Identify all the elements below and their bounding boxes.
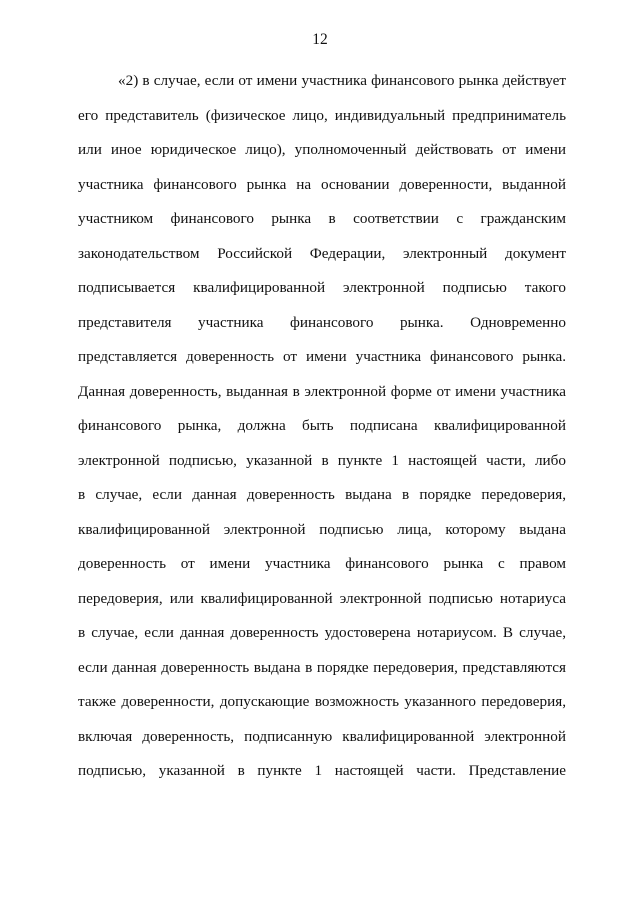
text-line: представляется доверенность от имени участника финансового рынка. <box>78 348 566 365</box>
text-line: включая доверенность, подписанную квалифицированной электронной <box>78 727 566 745</box>
text-line: квалифицированной электронной подписью лица, которому выдана <box>78 520 566 538</box>
text-line: в случае, если данная доверенность удостоверена нотариусом. В случае, <box>78 624 566 641</box>
text-line: передоверия, или квалифицированной электронной подписью нотариуса <box>78 589 566 607</box>
text-line: также доверенности, допускающие возможность указанного передоверия, <box>78 693 566 710</box>
text-line: или иное юридическое лицо), уполномоченный действовать от имени <box>78 141 566 158</box>
page-number: 12 <box>312 31 328 48</box>
text-line: подписывается квалифицированной электронной подписью такого <box>78 279 566 296</box>
text-line: участником финансового рынка в соответствии с гражданским <box>78 210 566 227</box>
text-line: Данная доверенность, выданная в электронной форме от имени участника <box>78 382 566 400</box>
text-line: подписью, указанной в пункте 1 настоящей части. Представление <box>78 762 566 779</box>
text-line: законодательством Российской Федерации, электронный документ <box>78 244 566 262</box>
text-line: финансового рынка, должна быть подписана квалифицированной <box>78 417 566 434</box>
text-line: если данная доверенность выдана в порядке передоверия, представляются <box>78 658 566 676</box>
paragraph <box>78 69 566 794</box>
text-line: доверенность от имени участника финансового рынка с правом <box>78 555 566 572</box>
text-line: представителя участника финансового рынка. Одновременно <box>78 313 566 331</box>
text-line: электронной подписью, указанной в пункте 1 настоящей части, либо <box>78 451 566 469</box>
text-line: «2) в случае, если от имени участника финансового рынка действует <box>118 72 566 89</box>
text-line: в случае, если данная доверенность выдана в порядке передоверия, <box>78 486 566 503</box>
text-line: его представитель (физическое лицо, индивидуальный предприниматель <box>78 106 566 124</box>
text-line: участника финансового рынка на основании доверенности, выданной <box>78 175 566 193</box>
